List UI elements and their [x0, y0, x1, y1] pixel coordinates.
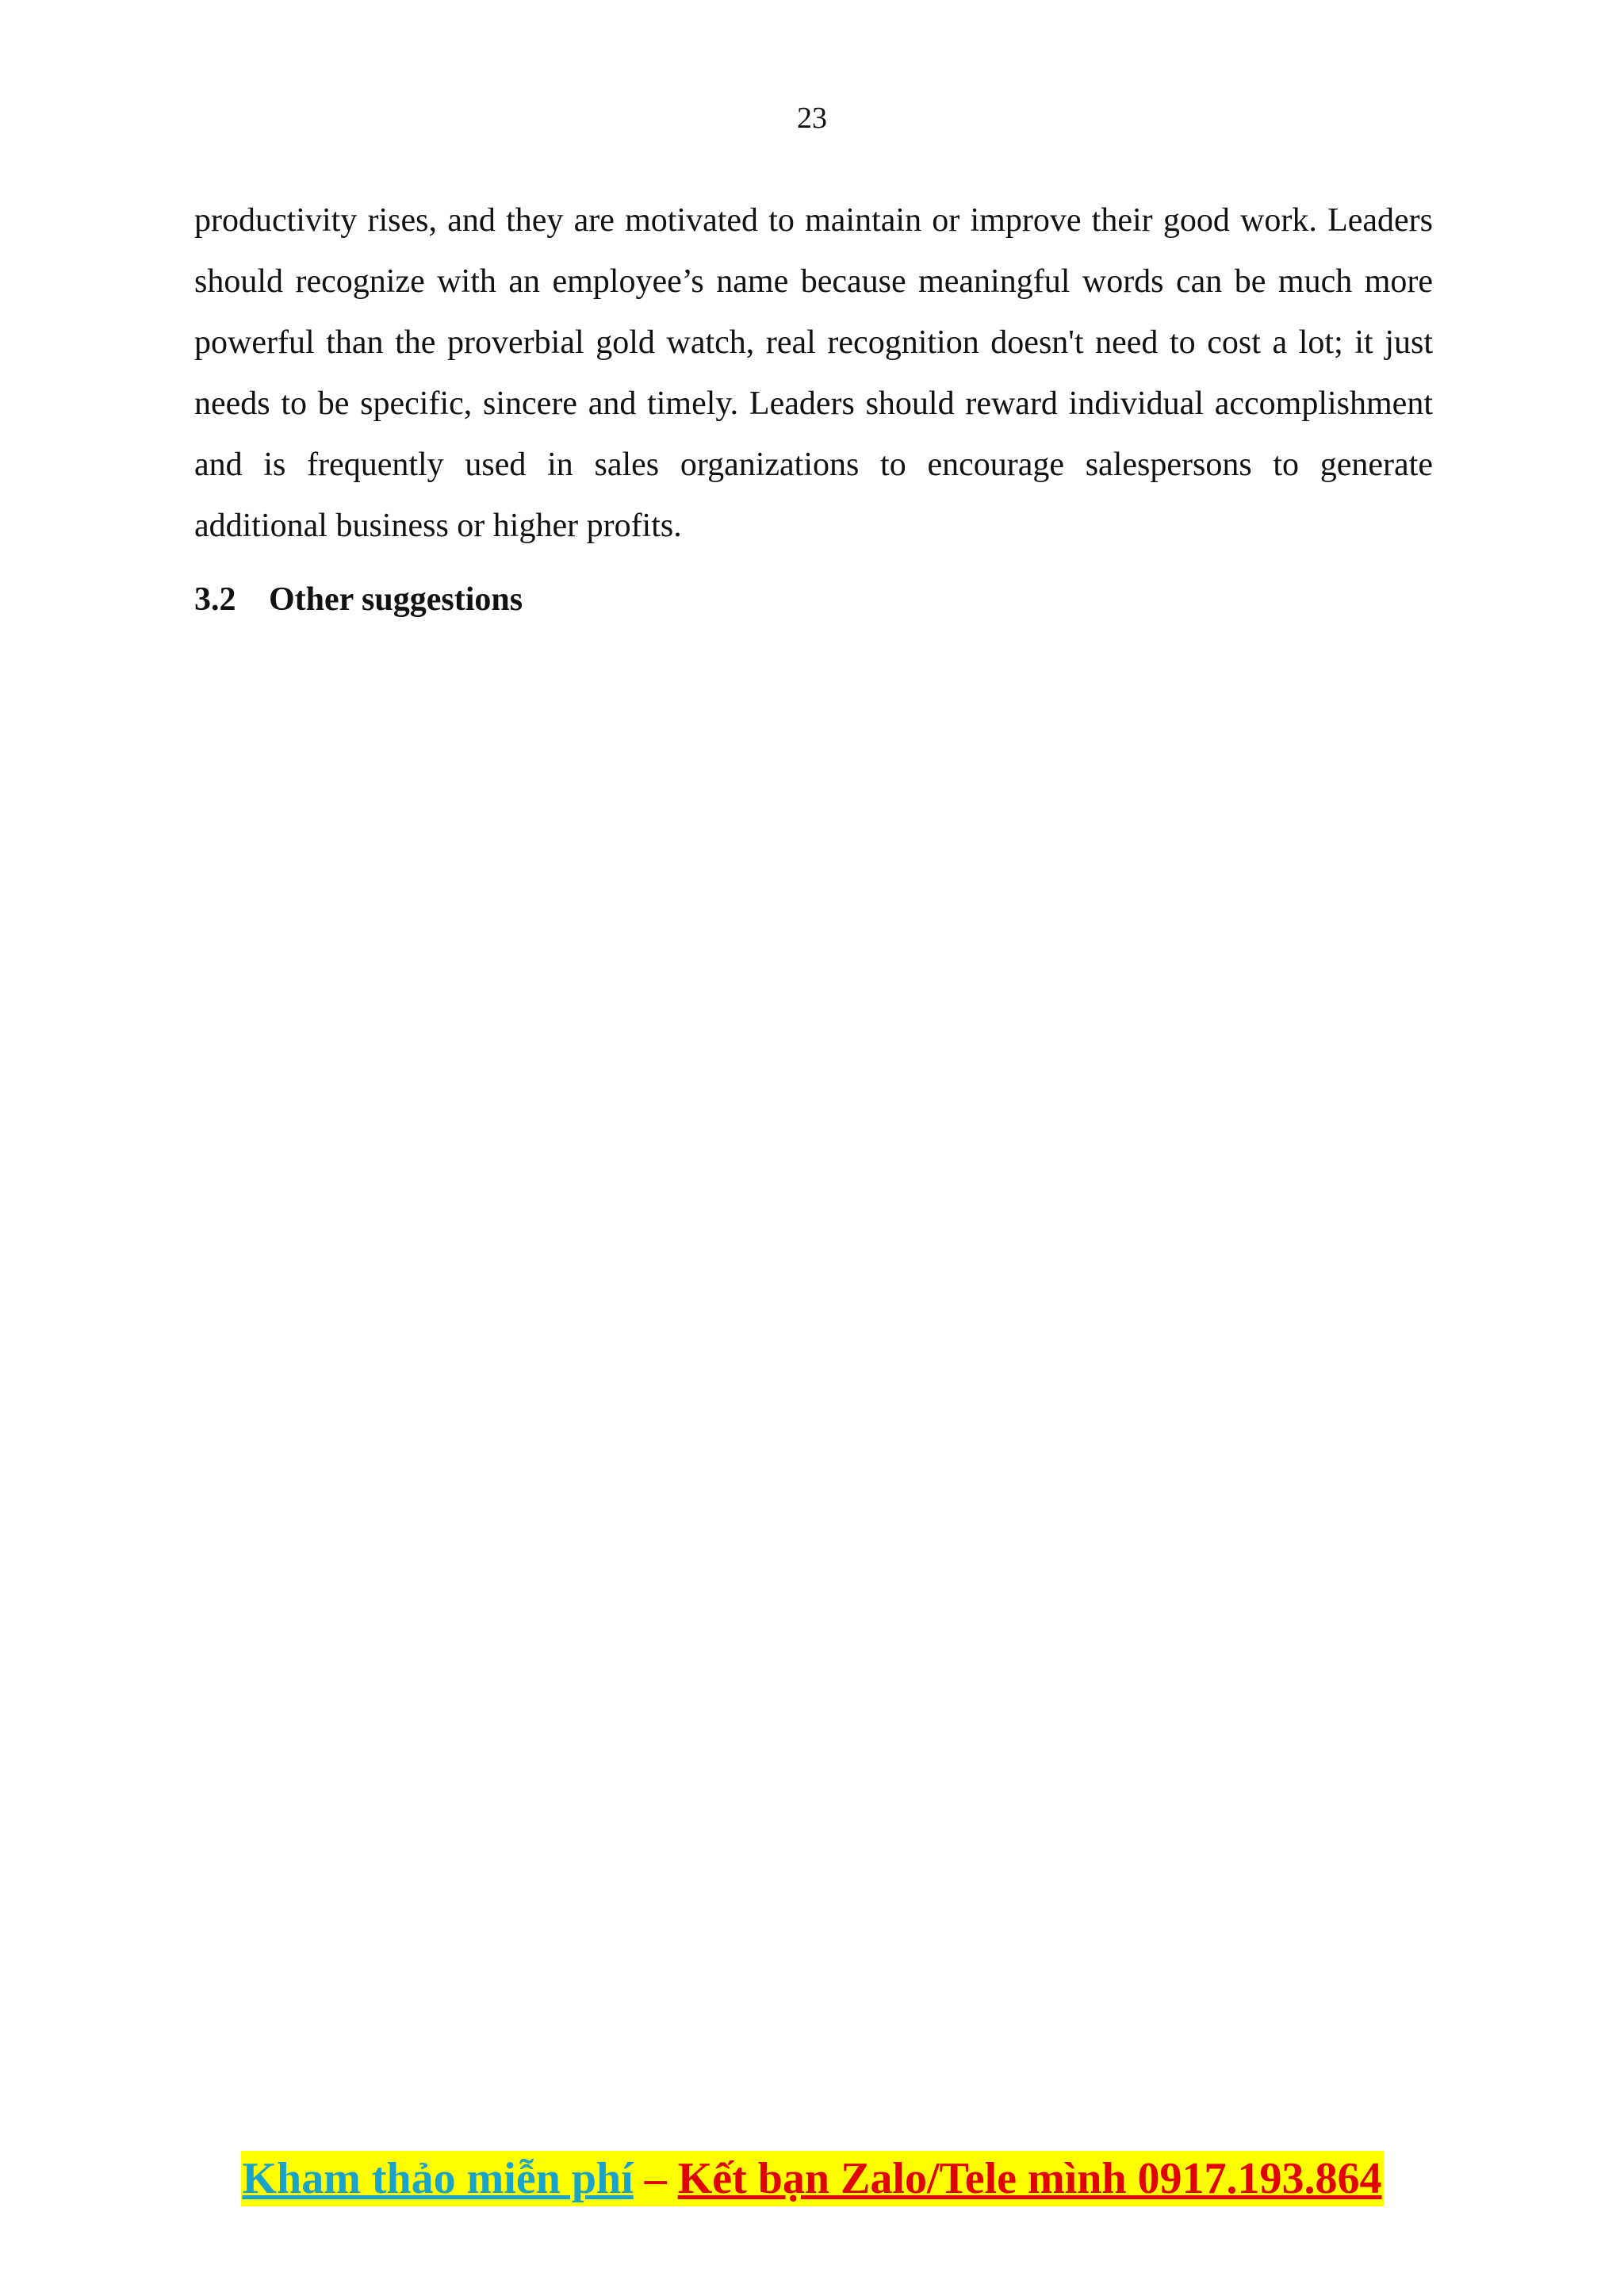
section-number: 3.2: [194, 581, 236, 618]
promo-banner: [0, 2151, 1624, 2206]
body-paragraph: productivity rises, and they are motivated to maintain or improve their good work. Leaders should recognize with an employee’s name because meaningful words can be much more powerful than the proverbial gold watch, real recognition doesn't need to cost a lot; it just needs to be specific, sincere and timely. Leaders should reward individual accomplishment and is frequently used in sales organizations to encourage salespersons to generate additional business or higher profits.: [194, 202, 1433, 544]
promo-free-link[interactable]: Kham thảo miễn phí: [242, 2154, 634, 2203]
section-heading: [194, 576, 523, 623]
section-title: Other suggestions: [269, 581, 523, 618]
page-number: 23: [797, 102, 827, 135]
promo-contact-link[interactable]: Kết bạn Zalo/Tele mình 0917.193.864: [677, 2154, 1382, 2203]
promo-highlight: [241, 2151, 1384, 2206]
promo-separator: –: [633, 2154, 678, 2203]
